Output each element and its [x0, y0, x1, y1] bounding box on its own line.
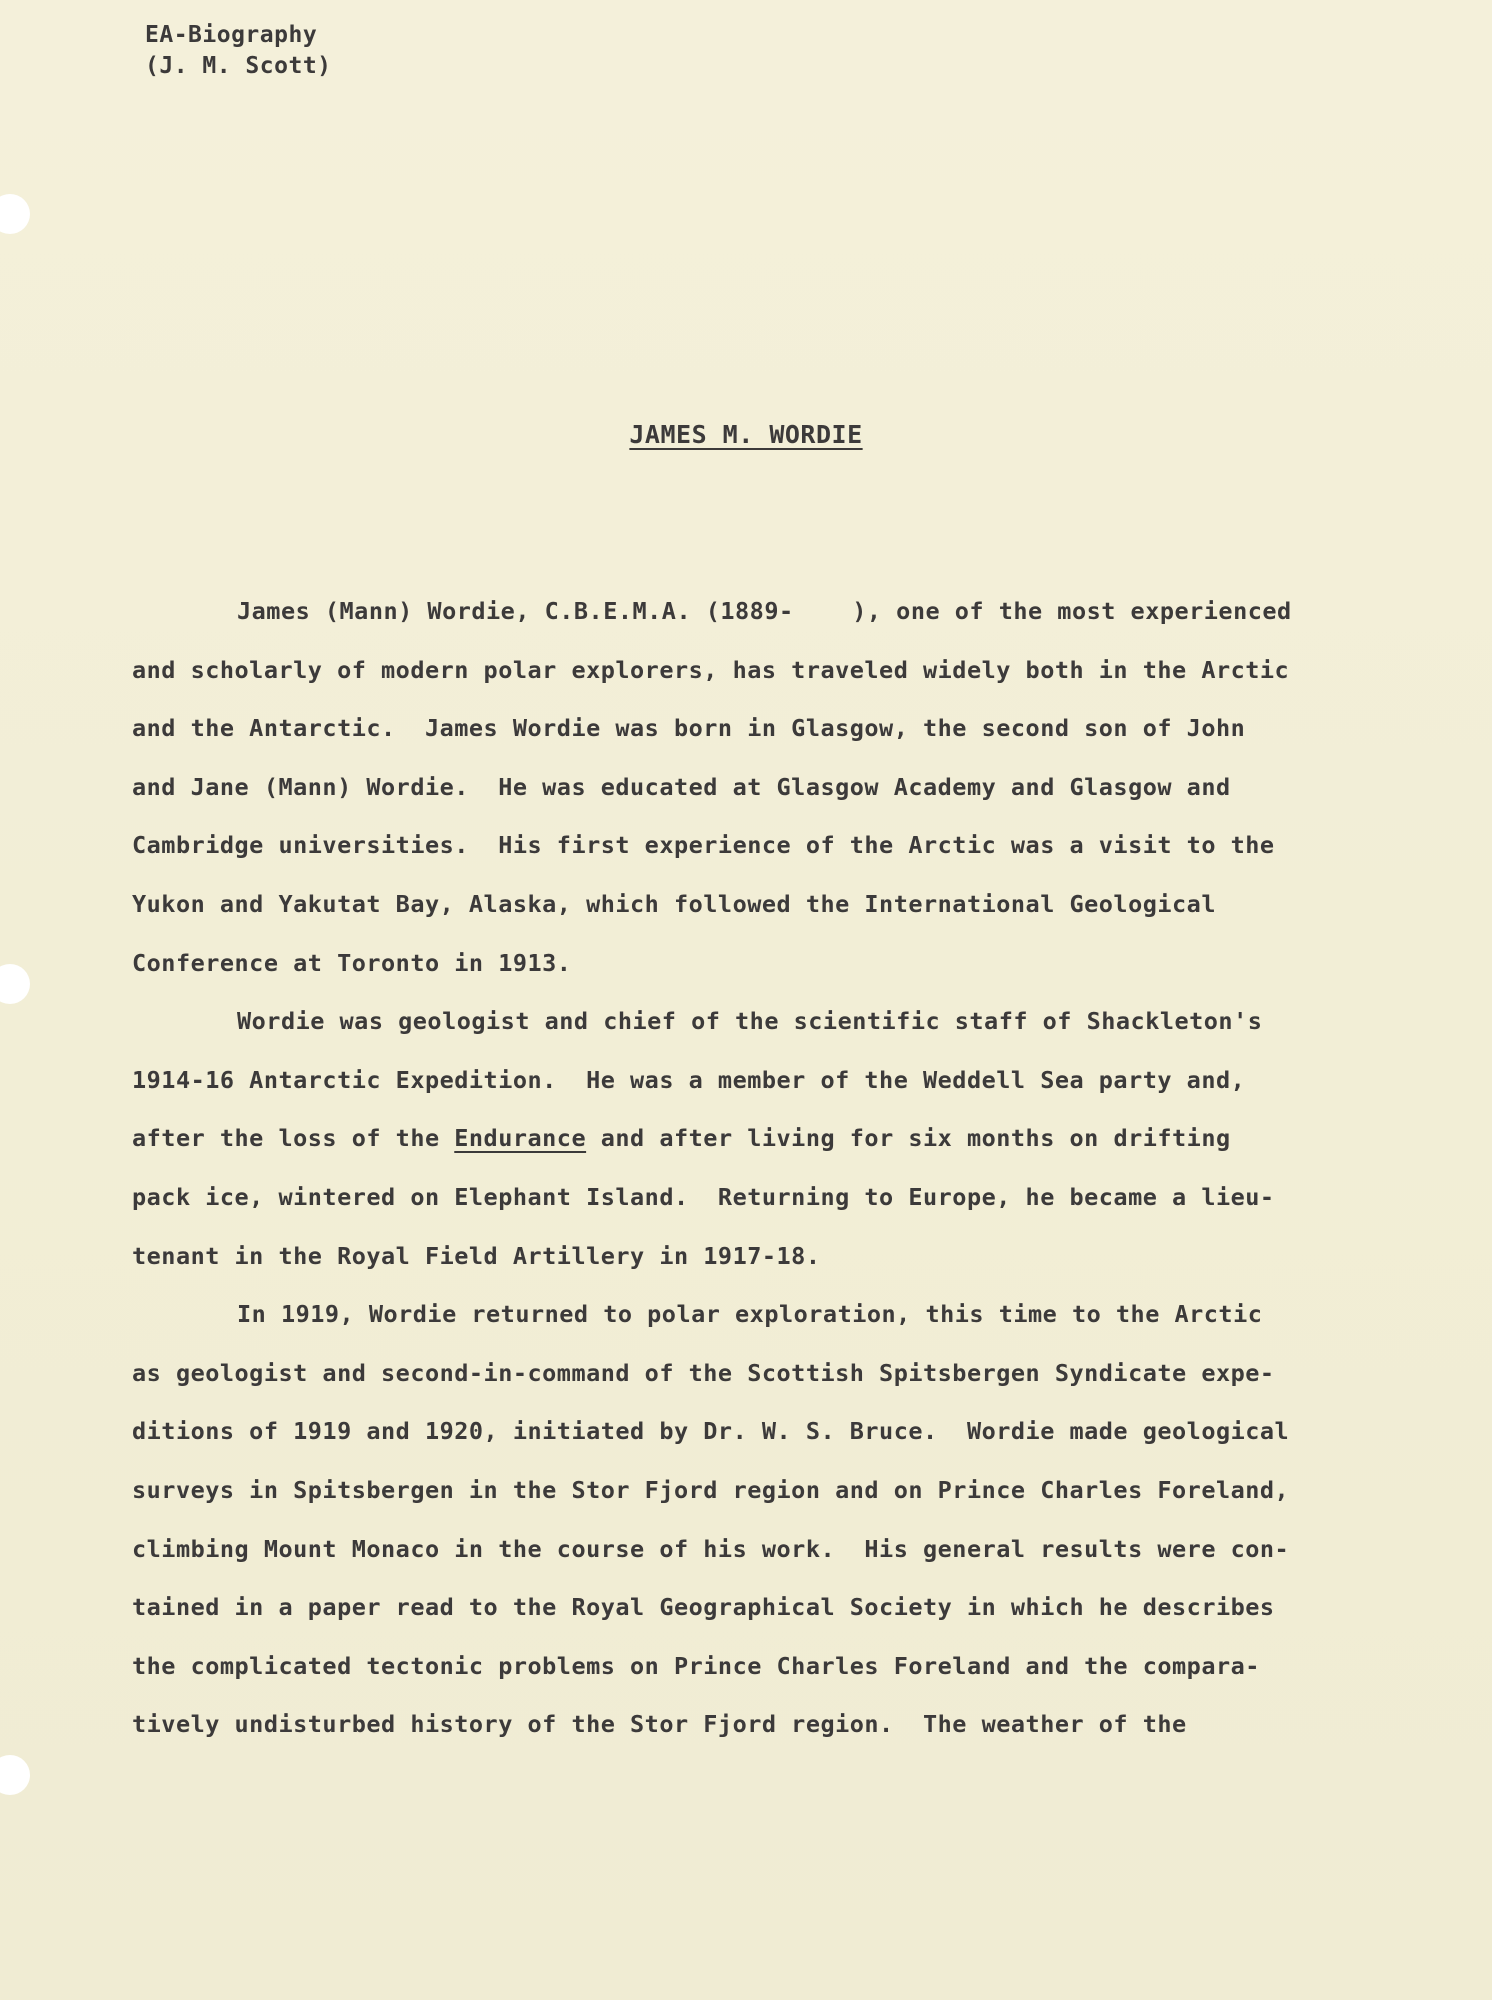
text-line: tenant in the Royal Field Artillery in 1917-18.	[132, 1241, 821, 1270]
document-title: JAMES M. WORDIE	[629, 420, 863, 449]
text-line: 1914-16 Antarctic Expedition. He was a member of the Weddell Sea party and,	[132, 1065, 1246, 1094]
text-line: Wordie was geologist and chief of the scientific staff of Shackleton's	[237, 1007, 1263, 1036]
punch-hole-bottom	[0, 1755, 30, 1795]
header-note-line-1: EA-Biography	[145, 22, 318, 48]
text-line: surveys in Spitsbergen in the Stor Fjord region and on Prince Charles Foreland,	[132, 1475, 1290, 1504]
header-note	[145, 20, 332, 82]
text-line: Yukon and Yakutat Bay, Alaska, which followed the International Geological	[132, 889, 1216, 918]
text-line	[132, 1109, 1357, 1168]
text-segment: after the loss of the	[132, 1124, 455, 1153]
text-segment: and after living for six months on drifting	[586, 1124, 1231, 1153]
ship-name-endurance: Endurance	[454, 1124, 587, 1153]
text-line: and scholarly of modern polar explorers, has traveled widely both in the Arctic	[132, 655, 1290, 684]
text-line: tained in a paper read to the Royal Geographical Society in which he describes	[132, 1593, 1275, 1622]
text-line: climbing Mount Monaco in the course of his work. His general results were con-	[132, 1534, 1290, 1563]
text-line: the complicated tectonic problems on Prince Charles Foreland and the compara-	[132, 1651, 1260, 1680]
text-line: as geologist and second-in-command of the Scottish Spitsbergen Syndicate expe-	[132, 1358, 1275, 1387]
text-line: Cambridge universities. His first experience of the Arctic was a visit to the	[132, 831, 1275, 860]
text-line: In 1919, Wordie returned to polar exploration, this time to the Arctic	[237, 1300, 1263, 1329]
text-line: James (Mann) Wordie, C.B.E.M.A. (1889- ), one of the most experienced	[237, 597, 1292, 625]
text-line: ditions of 1919 and 1920, initiated by Dr. W. S. Bruce. Wordie made geological	[132, 1417, 1290, 1446]
text-line: Conference at Toronto in 1913.	[132, 948, 572, 977]
text-line: and the Antarctic. James Wordie was born in Glasgow, the second son of John	[132, 714, 1246, 743]
text-line: and Jane (Mann) Wordie. He was educated at Glasgow Academy and Glasgow and	[132, 772, 1231, 801]
document-title-wrapper	[0, 420, 1492, 449]
text-line: pack ice, wintered on Elephant Island. Returning to Europe, he became a lieu-	[132, 1182, 1275, 1211]
header-note-line-2: (J. M. Scott)	[145, 53, 332, 79]
punch-hole-middle	[0, 964, 30, 1004]
body-text	[132, 582, 1357, 1754]
punch-hole-top	[0, 194, 30, 234]
text-line: tively undisturbed history of the Stor Fjord region. The weather of the	[132, 1710, 1187, 1739]
